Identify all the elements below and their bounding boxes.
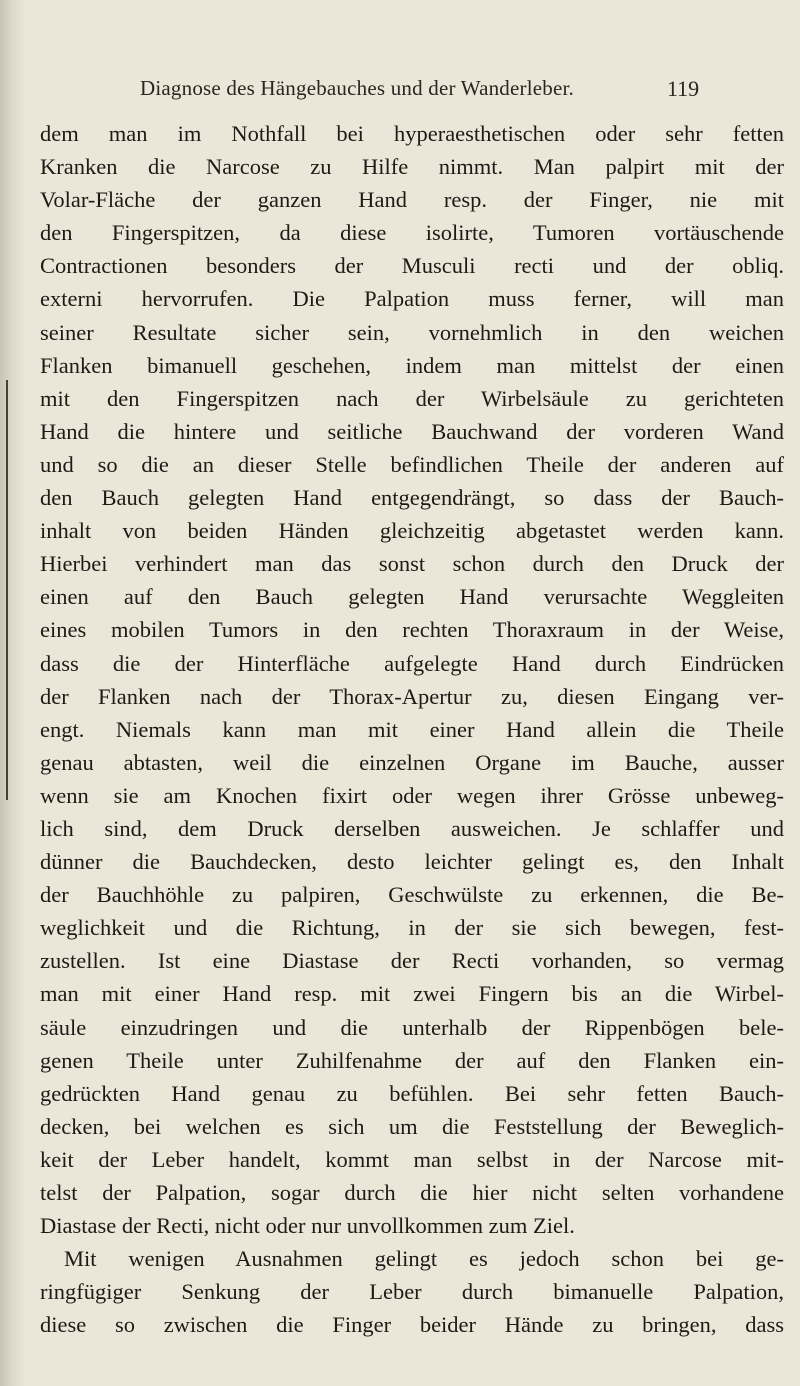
text-line: ringfügiger Senkung der Leber durch bimanuelle Palpation,	[40, 1279, 784, 1305]
page-number: 119	[667, 76, 700, 101]
text-line: telst der Palpation, sogar durch die hier nicht selten vorhandene	[40, 1180, 784, 1205]
text-line: keit der Leber handelt, kommt man selbst in der Narcose mit-	[40, 1146, 784, 1172]
running-head: Diagnose des Hängebauches und der Wanderleber.	[140, 76, 574, 100]
text-line: genen Theile unter Zuhilfenahme der auf den Flanken ein-	[40, 1047, 784, 1073]
text-line: Hierbei verhindert man das sonst schon durch den Druck der	[40, 551, 784, 577]
text-line: dünner die Bauchdecken, desto leichter gelingt es, den Inhalt	[40, 849, 784, 875]
text-line: mit den Fingerspitzen nach der Wirbelsäule zu gerichteten	[40, 385, 784, 411]
text-line: lich sind, dem Druck derselben ausweichen. Je schlaffer und	[40, 815, 784, 841]
text-line: man mit einer Hand resp. mit zwei Fingern bis an die Wirbel-	[40, 981, 784, 1007]
text-line: Volar-Fläche der ganzen Hand resp. der Finger, nie mit	[40, 187, 784, 213]
text-line: Hand die hintere und seitliche Bauchwand der vorderen Wand	[40, 418, 784, 444]
paragraph-end-line: Diastase der Recti, nicht oder nur unvollkommen zum Ziel.	[40, 1213, 575, 1239]
text-line: weglichkeit und die Richtung, in der sie sich bewegen, fest-	[40, 915, 784, 941]
binding-gutter-shadow	[0, 0, 26, 1386]
paragraph-start-line: Mit wenigen Ausnahmen gelingt es jedoch schon bei ge-	[64, 1246, 784, 1272]
text-line: den Bauch gelegten Hand entgegendrängt, so dass der Bauch-	[40, 485, 784, 511]
text-line: Flanken bimanuell geschehen, indem man mittelst der einen	[40, 352, 784, 378]
text-line: dem man im Nothfall bei hyperaesthetischen oder sehr fetten	[40, 121, 784, 146]
text-line: einen auf den Bauch gelegten Hand verursachte Weggleiten	[40, 584, 784, 610]
text-line: inhalt von beiden Händen gleichzeitig abgetastet werden kann.	[40, 518, 784, 544]
text-line: eines mobilen Tumors in den rechten Thoraxraum in der Weise,	[40, 617, 784, 643]
body-text	[40, 117, 784, 1341]
text-line: Kranken die Narcose zu Hilfe nimmt. Man palpirt mit der	[40, 154, 784, 180]
text-line: genau abtasten, weil die einzelnen Organe im Bauche, ausser	[40, 749, 784, 775]
text-line: gedrückten Hand genau zu befühlen. Bei sehr fetten Bauch-	[40, 1080, 784, 1106]
text-line: säule einzudringen und die unterhalb der Rippenbögen bele-	[40, 1014, 784, 1040]
text-line: decken, bei welchen es sich um die Feststellung der Beweglich-	[40, 1113, 784, 1139]
margin-rule	[6, 380, 8, 800]
text-line: Contractionen besonders der Musculi recti und der obliq.	[40, 253, 784, 279]
text-line: der Bauchhöhle zu palpiren, Geschwülste zu erkennen, die Be-	[40, 882, 784, 908]
text-line: den Fingerspitzen, da diese isolirte, Tumoren vortäuschende	[40, 220, 784, 246]
text-line: externi hervorrufen. Die Palpation muss ferner, will man	[40, 286, 784, 312]
text-line: seiner Resultate sicher sein, vornehmlich in den weichen	[40, 319, 784, 345]
text-line: wenn sie am Knochen fixirt oder wegen ihrer Grösse unbeweg-	[40, 782, 784, 808]
text-line: und so die an dieser Stelle befindlichen Theile der anderen auf	[40, 451, 784, 477]
text-line: zustellen. Ist eine Diastase der Recti vorhanden, so vermag	[40, 948, 784, 974]
text-line: dass die der Hinterfläche aufgelegte Hand durch Eindrücken	[40, 650, 784, 676]
text-line: der Flanken nach der Thorax-Apertur zu, diesen Eingang ver-	[40, 683, 784, 709]
text-line: diese so zwischen die Finger beider Hände zu bringen, dass	[40, 1312, 784, 1338]
text-line: engt. Niemals kann man mit einer Hand allein die Theile	[40, 716, 784, 742]
